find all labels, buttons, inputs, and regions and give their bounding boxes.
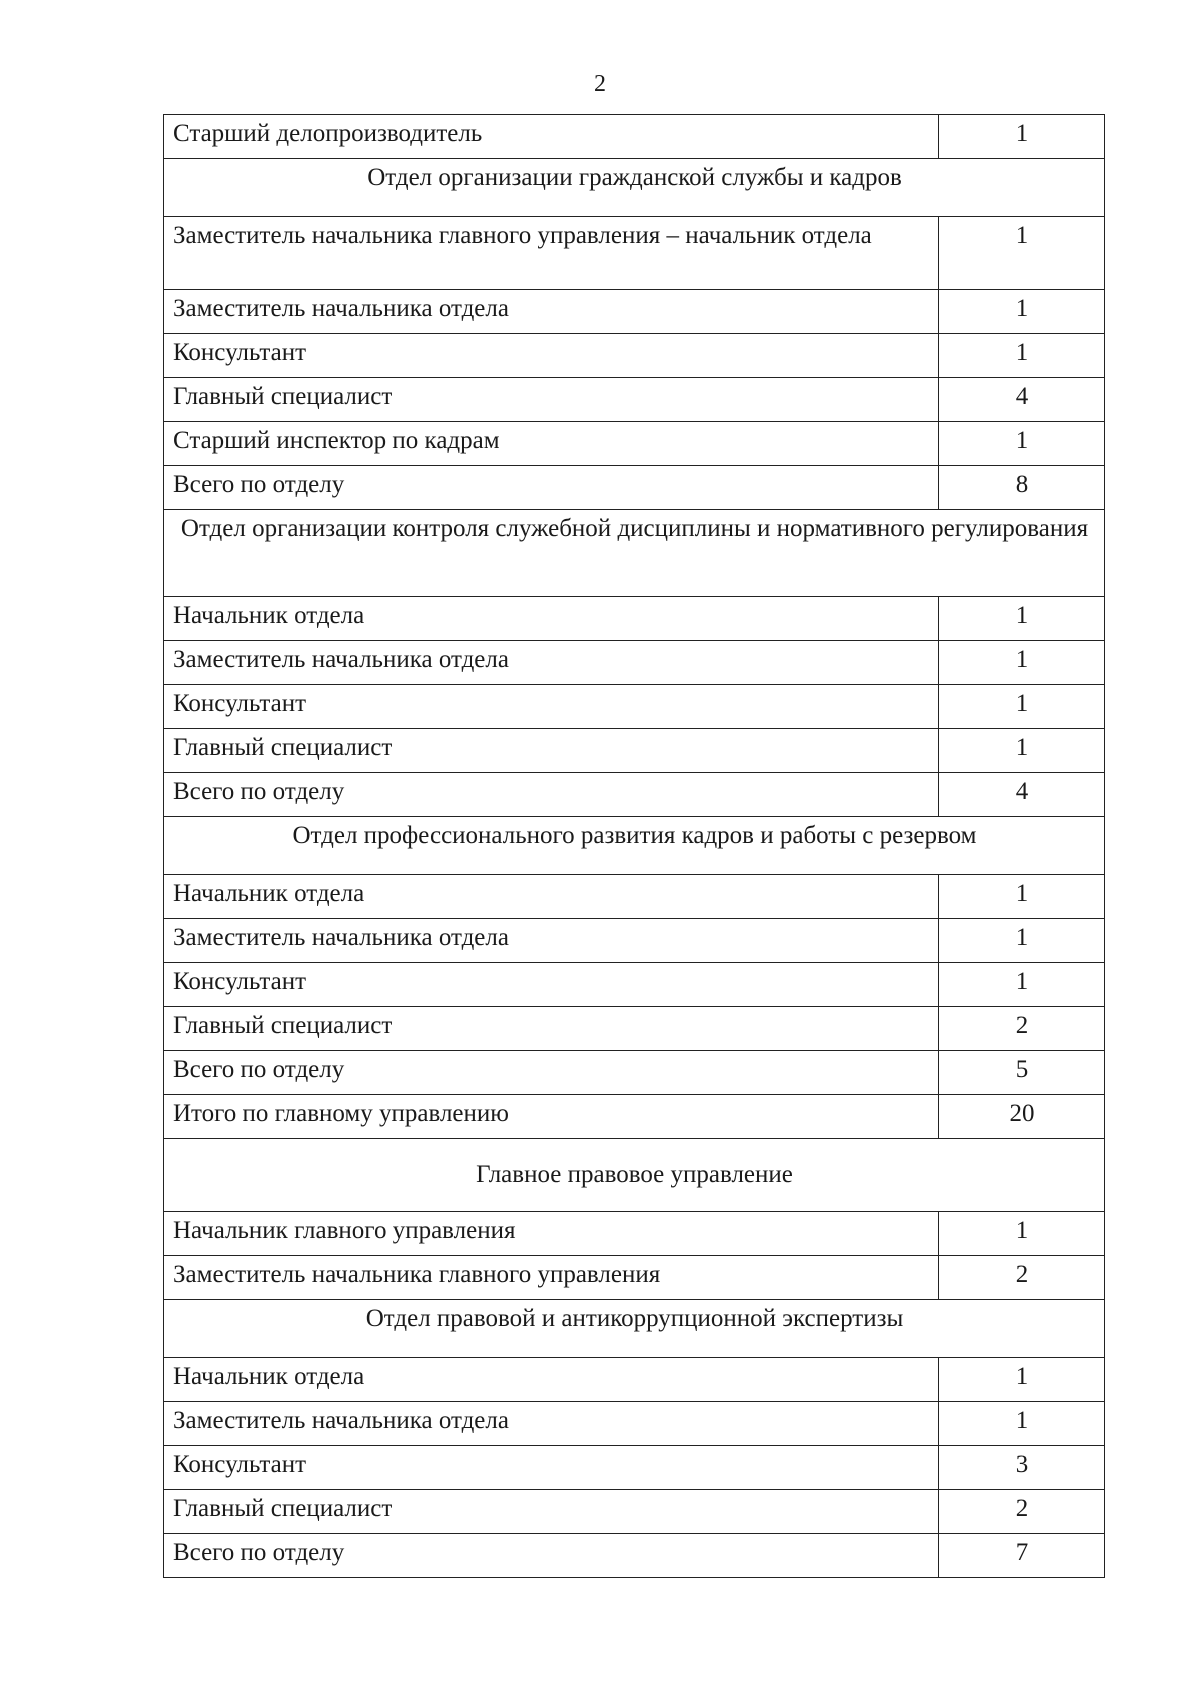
section-header-row bbox=[164, 159, 1105, 217]
position-count: 1 bbox=[939, 729, 1105, 773]
position-count: 1 bbox=[939, 115, 1105, 159]
position-count: 1 bbox=[939, 290, 1105, 334]
section-title: Отдел организации гражданской службы и кадров bbox=[164, 159, 1105, 217]
position-row bbox=[164, 290, 1105, 334]
position-name: Консультант bbox=[164, 334, 939, 378]
position-row bbox=[164, 919, 1105, 963]
position-count: 2 bbox=[939, 1256, 1105, 1300]
position-name: Заместитель начальника главного управления bbox=[164, 1256, 939, 1300]
position-count: 1 bbox=[939, 422, 1105, 466]
section-title: Отдел правовой и антикоррупционной экспертизы bbox=[164, 1300, 1105, 1358]
section-header-row bbox=[164, 817, 1105, 875]
position-row bbox=[164, 773, 1105, 817]
position-row bbox=[164, 1446, 1105, 1490]
position-name: Начальник отдела bbox=[164, 875, 939, 919]
position-name: Консультант bbox=[164, 685, 939, 729]
position-name: Главный специалист bbox=[164, 1490, 939, 1534]
position-name: Главный специалист bbox=[164, 1007, 939, 1051]
position-count: 1 bbox=[939, 875, 1105, 919]
position-name: Начальник отдела bbox=[164, 1358, 939, 1402]
position-row bbox=[164, 1402, 1105, 1446]
position-name: Начальник отдела bbox=[164, 597, 939, 641]
position-count: 1 bbox=[939, 963, 1105, 1007]
position-row bbox=[164, 963, 1105, 1007]
position-name: Всего по отделу bbox=[164, 466, 939, 510]
position-name: Главный специалист bbox=[164, 378, 939, 422]
section-title: Отдел профессионального развития кадров и работы с резервом bbox=[164, 817, 1105, 875]
position-count: 2 bbox=[939, 1490, 1105, 1534]
position-name: Консультант bbox=[164, 1446, 939, 1490]
position-count: 5 bbox=[939, 1051, 1105, 1095]
position-count: 8 bbox=[939, 466, 1105, 510]
position-count: 4 bbox=[939, 773, 1105, 817]
position-row bbox=[164, 641, 1105, 685]
position-name: Заместитель начальника отдела bbox=[164, 290, 939, 334]
position-row bbox=[164, 115, 1105, 159]
position-row bbox=[164, 875, 1105, 919]
position-count: 1 bbox=[939, 685, 1105, 729]
position-name: Итого по главному управлению bbox=[164, 1095, 939, 1139]
position-name: Старший инспектор по кадрам bbox=[164, 422, 939, 466]
position-count: 7 bbox=[939, 1534, 1105, 1578]
position-name: Старший делопроизводитель bbox=[164, 115, 939, 159]
position-name: Заместитель начальника главного управления – начальник отдела bbox=[164, 217, 939, 290]
section-header-row bbox=[164, 1139, 1105, 1212]
page-number: 2 bbox=[594, 71, 606, 97]
position-count: 20 bbox=[939, 1095, 1105, 1139]
position-count: 1 bbox=[939, 1402, 1105, 1446]
staffing-table-body bbox=[164, 115, 1105, 1578]
position-name: Всего по отделу bbox=[164, 1534, 939, 1578]
position-name: Консультант bbox=[164, 963, 939, 1007]
position-row bbox=[164, 597, 1105, 641]
position-count: 1 bbox=[939, 919, 1105, 963]
section-header-row bbox=[164, 510, 1105, 597]
position-row bbox=[164, 1534, 1105, 1578]
staffing-table bbox=[163, 114, 1105, 1578]
position-count: 1 bbox=[939, 641, 1105, 685]
position-row bbox=[164, 422, 1105, 466]
position-row bbox=[164, 1051, 1105, 1095]
position-row bbox=[164, 1095, 1105, 1139]
position-name: Всего по отделу bbox=[164, 1051, 939, 1095]
position-row bbox=[164, 1007, 1105, 1051]
position-row bbox=[164, 1256, 1105, 1300]
position-row bbox=[164, 1212, 1105, 1256]
position-count: 1 bbox=[939, 1358, 1105, 1402]
position-count: 3 bbox=[939, 1446, 1105, 1490]
section-header-row bbox=[164, 1300, 1105, 1358]
position-name: Заместитель начальника отдела bbox=[164, 919, 939, 963]
position-row bbox=[164, 334, 1105, 378]
position-count: 1 bbox=[939, 334, 1105, 378]
position-row bbox=[164, 1358, 1105, 1402]
position-name: Всего по отделу bbox=[164, 773, 939, 817]
position-row bbox=[164, 685, 1105, 729]
position-name: Заместитель начальника отдела bbox=[164, 641, 939, 685]
position-count: 4 bbox=[939, 378, 1105, 422]
position-row bbox=[164, 217, 1105, 290]
position-name: Главный специалист bbox=[164, 729, 939, 773]
position-count: 1 bbox=[939, 597, 1105, 641]
position-row bbox=[164, 466, 1105, 510]
position-count: 1 bbox=[939, 1212, 1105, 1256]
position-row bbox=[164, 729, 1105, 773]
position-row bbox=[164, 1490, 1105, 1534]
position-count: 1 bbox=[939, 217, 1105, 290]
position-name: Заместитель начальника отдела bbox=[164, 1402, 939, 1446]
section-title: Главное правовое управление bbox=[164, 1139, 1105, 1212]
position-row bbox=[164, 378, 1105, 422]
section-title: Отдел организации контроля служебной дисциплины и нормативного регулирования bbox=[164, 510, 1105, 597]
position-name: Начальник главного управления bbox=[164, 1212, 939, 1256]
position-count: 2 bbox=[939, 1007, 1105, 1051]
